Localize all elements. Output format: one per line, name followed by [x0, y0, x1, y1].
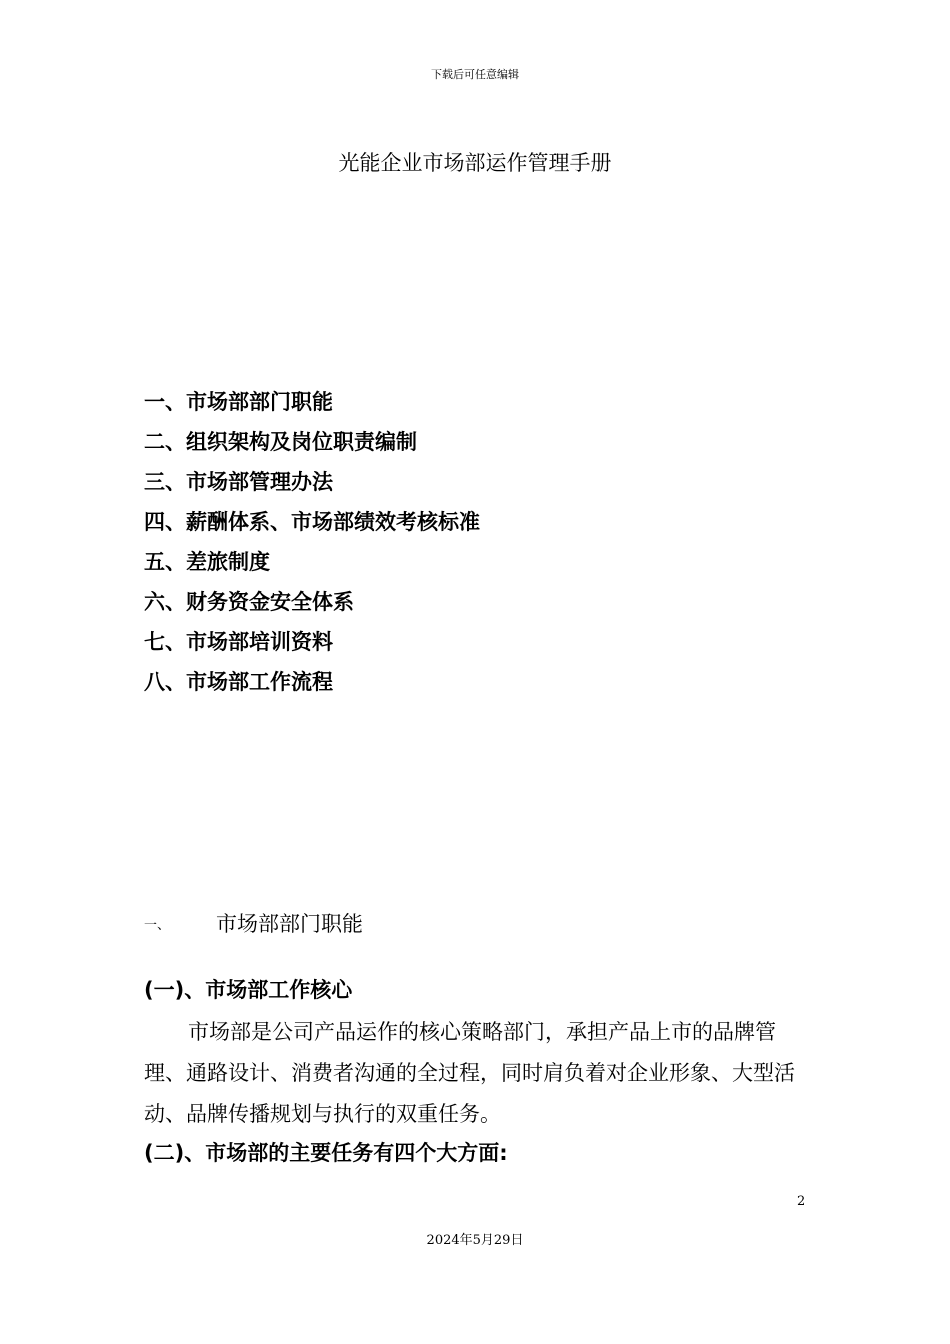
toc-item: 六、财务资金安全体系	[144, 590, 354, 614]
toc-item: 二、组织架构及岗位职责编制	[144, 430, 417, 454]
section-heading	[144, 908, 363, 938]
toc-item: 三、市场部管理办法	[144, 470, 333, 494]
header-note: 下载后可任意编辑	[431, 68, 519, 81]
section-number: 一、	[144, 917, 171, 933]
toc-item: 五、差旅制度	[144, 550, 270, 574]
document-title: 光能企业市场部运作管理手册	[338, 151, 612, 175]
toc-item: 八、市场部工作流程	[144, 670, 333, 694]
subsection-heading: (二)、市场部的主要任务有四个大方面:	[144, 1141, 508, 1165]
toc-item: 四、薪酬体系、市场部绩效考核标准	[144, 510, 480, 534]
page-number: 2	[797, 1194, 806, 1209]
section-title: 市场部部门职能	[216, 912, 363, 936]
toc-item: 七、市场部培训资料	[144, 630, 333, 654]
footer-date: 2024年5月29日	[426, 1233, 524, 1248]
subsection-heading: (一)、市场部工作核心	[144, 978, 353, 1002]
toc-item: 一、市场部部门职能	[144, 390, 333, 414]
table-of-contents	[144, 384, 480, 704]
body-paragraph: 市场部是公司产品运作的核心策略部门，承担产品上市的品牌管理、通路设计、消费者沟通的全过程，同时肩负着对企业形象、大型活动、品牌传播规划与执行的双重任务。	[144, 1020, 795, 1126]
